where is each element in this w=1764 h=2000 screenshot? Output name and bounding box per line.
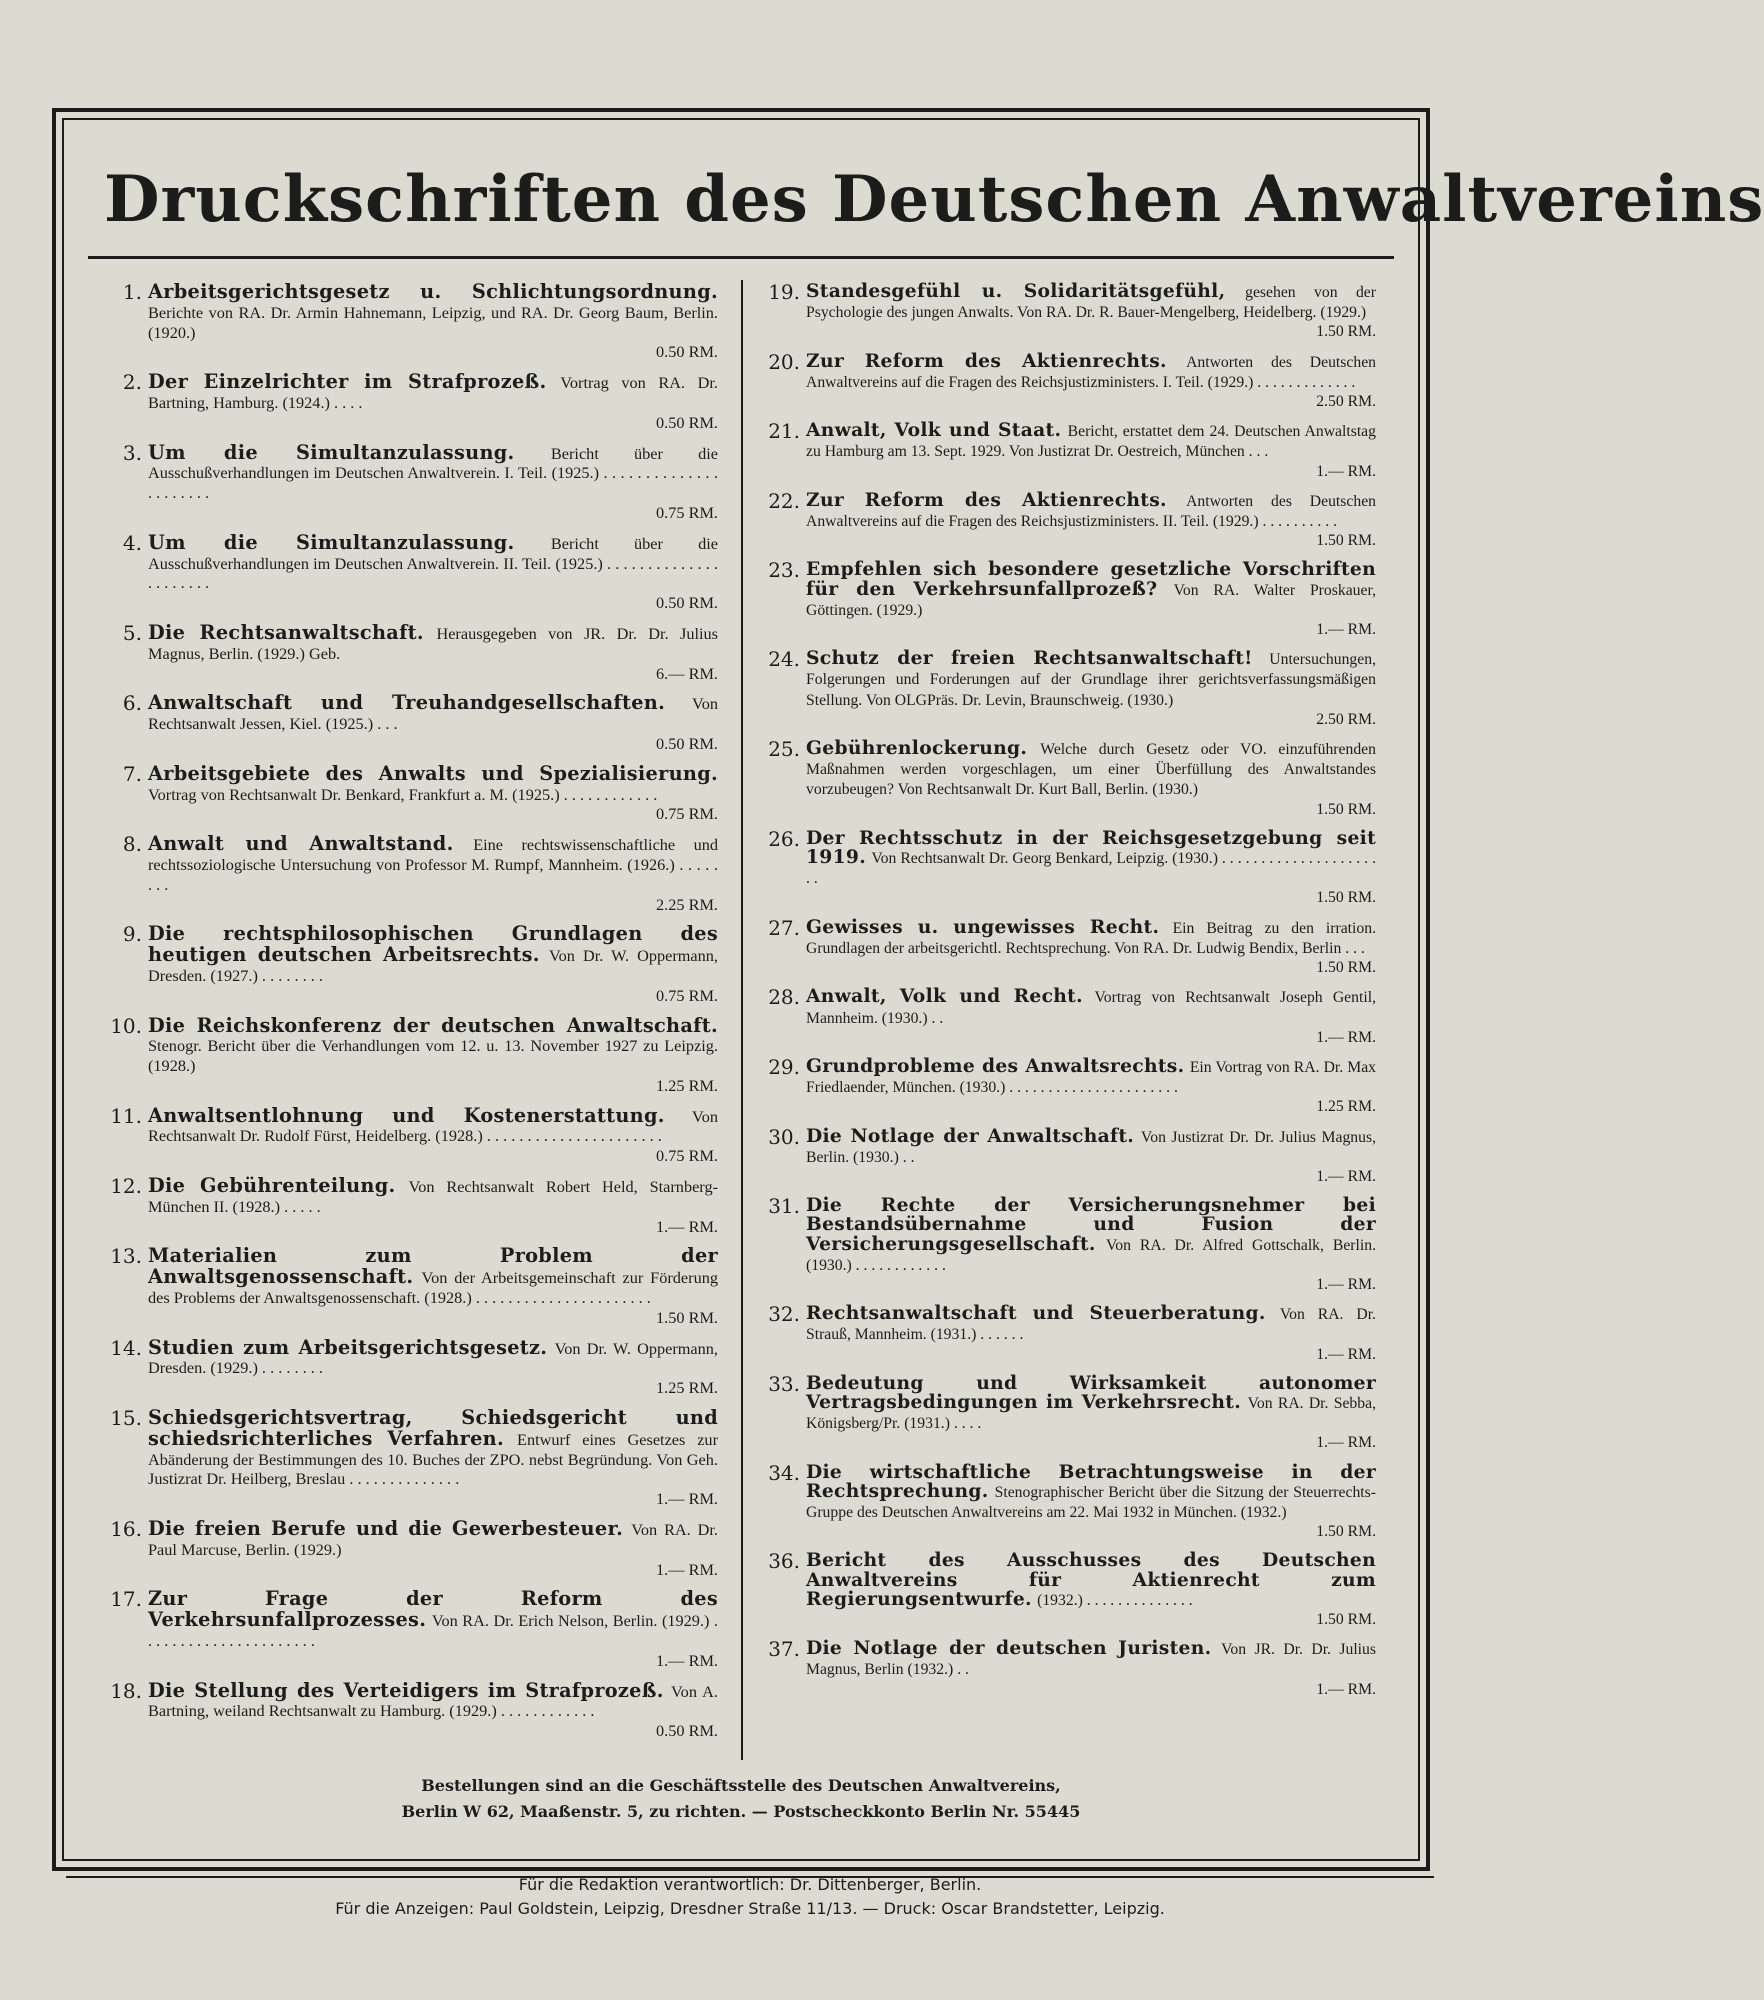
- entry-title: Die Gebührenteilung.: [148, 1174, 396, 1198]
- publication-entry: [94, 1013, 718, 1096]
- entry-number: 7.: [122, 761, 142, 786]
- entry-number: 11.: [110, 1103, 142, 1128]
- entry-description: Bericht über die Ausschußverhandlungen im Deutschen Anwaltverein. I. Teil. (1925.) . . . . . . . . . . . . . . . . . . . . . .: [148, 443, 719, 503]
- entry-price: 1.50 RM.: [1316, 532, 1376, 550]
- entry-title: Anwaltsentlohnung und Kostenerstattung.: [148, 1103, 665, 1127]
- entry-title: Um die Simultanzulassung.: [148, 530, 515, 554]
- entry-number: 6.: [122, 691, 142, 716]
- entry-price: 1.— RM.: [656, 1489, 718, 1509]
- entry-number: 1.: [122, 280, 142, 304]
- entry-price: 1.50 RM.: [1316, 800, 1376, 818]
- entry-number: 23.: [768, 558, 800, 583]
- entry-title: Arbeitsgebiete des Anwalts und Spezialisierung.: [148, 761, 718, 785]
- entry-title: Die Rechtsanwaltschaft.: [148, 620, 424, 644]
- entry-price: 1.— RM.: [656, 1216, 718, 1236]
- outer-frame: [52, 108, 1764, 1871]
- entry-number: 30.: [768, 1124, 800, 1149]
- entry-description: Von RA. Dr. Sebba, Königsberg/Pr. (1931.) . . . .: [806, 1394, 1376, 1433]
- entry-number: 18.: [110, 1678, 142, 1703]
- entry-price: 0.50 RM.: [656, 593, 718, 613]
- publication-entry: [752, 826, 1376, 908]
- entry-price: 2.50 RM.: [1316, 393, 1376, 411]
- entry-number: 19.: [768, 280, 800, 304]
- entry-price: 1.50 RM.: [1316, 1610, 1376, 1628]
- entry-description: Antworten des Deutschen Anwaltvereins auf die Fragen des Reichsjustizministers. II. Teil. (1929.) . . . . . . . . . .: [806, 492, 1377, 531]
- entry-title: Empfehlen sich besondere gesetzliche Vorschriften für den Verkehrsunfallprozeß?: [806, 558, 1376, 600]
- ordering-notice: [64, 1773, 1418, 1825]
- entry-title: Gebührenlockerung.: [806, 737, 1028, 760]
- entry-description: Vortrag von Rechtsanwalt Joseph Gentil, Mannheim. (1930.) . .: [806, 989, 1376, 1027]
- entry-price: 1.25 RM.: [656, 1378, 718, 1398]
- entry-title: Der Einzelrichter im Strafprozeß.: [148, 370, 547, 394]
- publication-entry: [752, 1196, 1376, 1294]
- publication-entry: [752, 915, 1377, 978]
- entry-number: 31.: [768, 1194, 800, 1219]
- entry-price: 0.50 RM.: [656, 342, 718, 362]
- publication-entry: [752, 1551, 1376, 1629]
- entry-title: Die Reichskonferenz der deutschen Anwaltschaft.: [148, 1013, 718, 1037]
- title-rule: [88, 256, 1394, 259]
- ordering-line-1: Bestellungen sind an die Geschäftsstelle des Deutschen Anwaltvereins,: [421, 1776, 1061, 1795]
- entry-price: 0.50 RM.: [656, 1721, 718, 1741]
- entry-title: Arbeitsgerichtsgesetz u. Schlichtungsordnung.: [148, 280, 718, 303]
- entry-price: 0.75 RM.: [656, 804, 718, 824]
- entry-description: Welche durch Gesetz oder VO. einzuführenden Maßnahmen werden vorgeschlagen, um einer Überfüllung des Anwaltstandes vorzubeugen? Von Rechtsanwalt Dr. Kurt Ball, Berlin. (1930.): [806, 741, 1376, 799]
- publication-entry: [94, 1335, 718, 1398]
- entry-title: Die rechtsphilosophischen Grundlagen des heutigen deutschen Arbeitsrechts.: [148, 922, 718, 967]
- entry-price: 0.75 RM.: [656, 985, 718, 1005]
- entry-number: 5.: [122, 620, 142, 645]
- entry-number: 4.: [122, 530, 142, 555]
- entry-description: Bericht über die Ausschußverhandlungen im Deutschen Anwaltverein. II. Teil. (1925.) . . . . . . . . . . . . . . . . . . . . . .: [148, 533, 719, 593]
- publication-entry: [752, 1639, 1376, 1699]
- publication-entry: [94, 372, 718, 432]
- entry-title: Schutz der freien Rechtsanwaltschaft!: [806, 647, 1253, 670]
- entry-price: 1.25 RM.: [1316, 1098, 1376, 1116]
- entry-price: 1.50 RM.: [1316, 889, 1376, 907]
- entry-title: Die Stellung des Verteidigers im Strafprozeß.: [148, 1678, 664, 1702]
- entry-price: 0.75 RM.: [656, 1146, 718, 1166]
- imprint-printer-line: Für die Anzeigen: Paul Goldstein, Leipzig, Dresdner Straße 11/13. — Druck: Oscar Brandstetter, Leipzig.: [335, 1899, 1165, 1918]
- publication-entry: [94, 1176, 718, 1236]
- entry-number: 28.: [768, 985, 800, 1010]
- entry-number: 17.: [110, 1587, 142, 1612]
- entry-description: (1932.) . . . . . . . . . . . . . .: [1037, 1591, 1193, 1609]
- entry-title: Die Rechte der Versicherungsnehmer bei Bestandsübernahme und Fusion der Versicherungsgesellschaft.: [806, 1194, 1376, 1255]
- entry-description: Ein Beitrag zu den irration. Grundlagen der arbeitsgerichtl. Rechtsprechung. Von RA. Dr. Ludwig Bendix, Berlin . . .: [806, 919, 1377, 957]
- entry-title: Anwaltschaft und Treuhandgesellschaften.: [148, 691, 666, 715]
- publication-entry: [752, 421, 1376, 481]
- entry-number: 12.: [110, 1174, 142, 1199]
- publication-entry: [752, 560, 1376, 639]
- entry-number: 37.: [768, 1637, 800, 1662]
- entry-description: Berichte von RA. Dr. Armin Hahnemann, Leipzig, und RA. Dr. Georg Baum, Berlin. (1920.): [148, 302, 718, 342]
- entry-title: Studien zum Arbeitsgerichtsgesetz.: [148, 1335, 548, 1359]
- entry-title: Bedeutung und Wirksamkeit autonomer Vertragsbedingungen im Verkehrsrecht.: [806, 1371, 1376, 1413]
- entry-title: Rechtsanwaltschaft und Steuerberatung.: [806, 1302, 1266, 1325]
- entry-number: 29.: [768, 1054, 800, 1079]
- publication-entry: [752, 282, 1376, 342]
- entry-price: 1.— RM.: [1316, 1028, 1376, 1046]
- entry-title: Standesgefühl u. Solidaritätsgefühl,: [806, 280, 1226, 302]
- publication-entry: [94, 1519, 718, 1579]
- entry-title: Die Notlage der deutschen Juristen.: [806, 1637, 1212, 1660]
- entry-price: 1.— RM.: [1316, 1167, 1376, 1185]
- entry-price: 1.50 RM.: [656, 1307, 718, 1327]
- entry-description: Von Dr. W. Oppermann, Dresden. (1929.) . . . . . . . .: [148, 1338, 718, 1378]
- entry-price: 2.25 RM.: [656, 894, 718, 914]
- publication-entry: [94, 924, 718, 1005]
- entry-price: 1.— RM.: [656, 1650, 718, 1670]
- ordering-line-2: Berlin W 62, Maaßenstr. 5, zu richten. — Postscheckkonto Berlin Nr. 55445: [401, 1802, 1081, 1821]
- imprint-editor-line: Für die Redaktion verantwortlich: Dr. Dittenberger, Berlin.: [518, 1875, 982, 1894]
- publication-entry: [752, 349, 1377, 412]
- entry-title: Zur Reform des Aktienrechts.: [806, 488, 1167, 511]
- publication-entry: [752, 649, 1376, 729]
- publication-entry: [752, 488, 1377, 551]
- entry-title: Die freien Berufe und die Gewerbesteuer.: [148, 1517, 624, 1541]
- entry-description: Von Rechtsanwalt Dr. Rudolf Fürst, Heidelberg. (1928.) . . . . . . . . . . . . . . . . . . . . . .: [148, 1106, 718, 1146]
- publication-entry: [94, 1103, 718, 1166]
- publication-entry: [752, 1054, 1377, 1117]
- publication-entry: [752, 1460, 1376, 1542]
- entry-description: Bericht, erstattet dem 24. Deutschen Anwaltstag zu Hamburg am 13. Sept. 1929. Von Justizrat Dr. Oestreich, München . . .: [806, 423, 1376, 461]
- entry-title: Grundprobleme des Anwaltsrechts.: [806, 1054, 1185, 1077]
- entry-price: 2.50 RM.: [1316, 710, 1376, 728]
- publication-entry: [94, 761, 718, 824]
- entry-title: Anwalt und Anwaltstand.: [148, 832, 454, 856]
- entry-description: Entwurf eines Gesetzes zur Abänderung der Bestimmungen des 10. Buches der ZPO. nebst Begründung. Von Geh. Justizrat Dr. Heilberg, Breslau . . . . . . . . . . . . . .: [148, 1429, 718, 1489]
- entry-number: 25.: [768, 737, 800, 762]
- entry-title: Bericht des Ausschusses des Deutschen Anwaltvereins für Aktienrecht zum Regierungsentwurfe.: [806, 1549, 1376, 1610]
- entry-number: 8.: [122, 832, 142, 857]
- entry-description: Von RA. Dr. Alfred Gottschalk, Berlin. (1930.) . . . . . . . . . . . .: [806, 1236, 1376, 1274]
- entry-description: Herausgegeben von JR. Dr. Dr. Julius Magnus, Berlin. (1929.) Geb.: [148, 623, 719, 663]
- publication-entry: [752, 1371, 1376, 1453]
- entry-description: Von Rechtsanwalt Dr. Georg Benkard, Leipzig. (1930.) . . . . . . . . . . . . . . . . . . . . . .: [806, 850, 1376, 888]
- entry-description: Von Rechtsanwalt Jessen, Kiel. (1925.) . . .: [148, 694, 718, 734]
- entry-title: Schiedsgerichtsvertrag, Schiedsgericht und schiedsrichterliches Verfahren.: [148, 1406, 718, 1450]
- entry-description: Vortrag von RA. Dr. Bartning, Hamburg. (1924.) . . . .: [148, 373, 718, 412]
- entry-description: Von JR. Dr. Dr. Julius Magnus, Berlin (1932.) . .: [806, 1641, 1376, 1679]
- entry-title: Anwalt, Volk und Staat.: [806, 419, 1062, 442]
- entry-description: Vortrag von Rechtsanwalt Dr. Benkard, Frankfurt a. M. (1925.) . . . . . . . . . . . .: [148, 784, 658, 804]
- publication-entry: [752, 1124, 1377, 1187]
- publication-entry: [94, 440, 719, 523]
- publication-entry: [94, 1589, 718, 1670]
- entry-description: Stenographischer Bericht über die Sitzung der Steuerrechts-Gruppe des Deutschen Anwaltvereins am 22. Mai 1932 in München. (1932.): [806, 1483, 1376, 1521]
- entry-price: 0.75 RM.: [656, 502, 718, 522]
- entry-title: Anwalt, Volk und Recht.: [806, 985, 1083, 1008]
- entry-number: 21.: [768, 419, 800, 444]
- entry-description: Stenogr. Bericht über die Verhandlungen vom 12. u. 13. November 1927 zu Leipzig. (1928.): [148, 1036, 718, 1076]
- entry-number: 32.: [768, 1302, 800, 1327]
- entry-number: 2.: [122, 370, 142, 395]
- publication-entry: [94, 693, 718, 753]
- entry-price: 6.— RM.: [656, 663, 718, 683]
- entry-title: Gewisses u. ungewisses Recht.: [806, 915, 1160, 938]
- entry-price: 0.50 RM.: [656, 412, 718, 432]
- entry-number: 22.: [768, 488, 800, 513]
- entry-number: 10.: [110, 1013, 142, 1038]
- imprint-footer: [60, 1873, 1440, 1921]
- publication-entry: [94, 1408, 718, 1509]
- entry-title: Zur Frage der Reform des Verkehrsunfallprozesses.: [148, 1587, 718, 1632]
- left-column: [94, 282, 718, 1751]
- entry-number: 36.: [768, 1549, 800, 1574]
- entry-title: Die Notlage der Anwaltschaft.: [806, 1124, 1135, 1147]
- publication-entry: [752, 987, 1376, 1047]
- entry-title: Um die Simultanzulassung.: [148, 440, 515, 464]
- entry-description: Von Dr. W. Oppermann, Dresden. (1927.) . . . . . . . .: [148, 946, 718, 985]
- publication-entry: [94, 620, 719, 683]
- publication-entry: [94, 1678, 718, 1741]
- entry-title: Der Rechtsschutz in der Reichsgesetzgebung seit 1919.: [806, 826, 1376, 869]
- entry-description: Von RA. Dr. Erich Nelson, Berlin. (1929.) . . . . . . . . . . . . . . . . . . . . . .: [148, 1611, 718, 1651]
- entry-description: Untersuchungen, Folgerungen und Forderungen auf der Grundlage ihrer gerichtsverfassungsmäßigen Stellung. Von OLGPräs. Dr. Levin, Braunschweig. (1930.): [806, 651, 1376, 709]
- entry-description: Antworten des Deutschen Anwaltvereins auf die Fragen des Reichsjustizministers. I. Teil. (1929.) . . . . . . . . . . . . .: [806, 353, 1377, 391]
- entry-number: 24.: [768, 647, 800, 672]
- entry-description: Von RA. Dr. Strauß, Mannheim. (1931.) . . . . . .: [806, 1306, 1376, 1344]
- right-column: [752, 282, 1376, 1709]
- entry-number: 13.: [110, 1244, 142, 1269]
- column-divider: [741, 280, 743, 1760]
- publication-entry: [94, 834, 718, 914]
- entry-description: Eine rechtswissenschaftliche und rechtssoziologische Untersuchung von Professor M. Rumpf, Mannheim. (1926.) . . . . . . . .: [148, 835, 718, 894]
- entry-number: 3.: [122, 440, 142, 465]
- inner-frame: [62, 118, 1764, 1861]
- entry-number: 33.: [768, 1371, 800, 1396]
- entry-price: 1.— RM.: [1316, 621, 1376, 639]
- entry-title: Zur Reform des Aktienrechts.: [806, 349, 1167, 372]
- entry-price: 1.— RM.: [1316, 1345, 1376, 1363]
- entry-price: 1.50 RM.: [1316, 323, 1376, 341]
- entry-price: 1.— RM.: [1316, 1680, 1376, 1698]
- entry-price: 1.50 RM.: [1316, 1523, 1376, 1541]
- publication-entry: [94, 530, 719, 613]
- entry-description: Von Justizrat Dr. Dr. Julius Magnus, Berlin. (1930.) . .: [806, 1128, 1377, 1166]
- entry-title: Materialien zum Problem der Anwaltsgenossenschaft.: [148, 1244, 718, 1289]
- entry-price: 1.— RM.: [656, 1559, 718, 1579]
- entry-price: 0.50 RM.: [656, 733, 718, 753]
- entry-price: 1.— RM.: [1316, 1434, 1376, 1452]
- entry-number: 26.: [768, 826, 800, 851]
- publication-entry: [94, 282, 718, 362]
- entry-price: 1.— RM.: [1316, 1275, 1376, 1293]
- entry-number: 15.: [110, 1406, 142, 1431]
- entry-description: Von A. Bartning, weiland Rechtsanwalt zu Hamburg. (1929.) . . . . . . . . . . . .: [148, 1681, 718, 1721]
- entry-price: 1.25 RM.: [656, 1075, 718, 1095]
- publication-entry: [752, 1304, 1376, 1364]
- entry-description: Von Rechtsanwalt Robert Held, Starnberg-München II. (1928.) . . . . .: [148, 1177, 719, 1216]
- entry-description: Von der Arbeitsgemeinschaft zur Förderung des Problems der Anwaltsgenossenschaft. (1928.) . . . . . . . . . . . . . . . . . . . . . .: [148, 1268, 719, 1308]
- entry-number: 34.: [768, 1460, 800, 1485]
- page-title: Druckschriften des Deutschen Anwaltvereins: [104, 162, 1764, 237]
- entry-price: 1.50 RM.: [1316, 959, 1376, 977]
- entry-number: 16.: [110, 1517, 142, 1542]
- entry-number: 9.: [122, 922, 142, 947]
- entry-number: 20.: [768, 349, 800, 374]
- entry-description: Von RA. Dr. Paul Marcuse, Berlin. (1929.): [148, 1520, 719, 1559]
- entry-number: 27.: [768, 915, 800, 940]
- publication-entry: [94, 1246, 718, 1327]
- entry-description: Von RA. Walter Proskauer, Göttingen. (1929.): [806, 581, 1376, 619]
- entry-price: 1.— RM.: [1316, 462, 1376, 480]
- publication-entry: [752, 739, 1376, 819]
- entry-number: 14.: [110, 1335, 142, 1360]
- entry-title: Die wirtschaftliche Betrachtungsweise in der Rechtsprechung.: [806, 1460, 1376, 1502]
- entry-description: Ein Vortrag von RA. Dr. Max Friedlaender, München. (1930.) . . . . . . . . . . . . . . . . . . . . . .: [806, 1058, 1377, 1097]
- entry-description: gesehen von der Psychologie des jungen Anwalts. Von RA. Dr. R. Bauer-Mengelberg, Heidelberg. (1929.): [806, 284, 1376, 322]
